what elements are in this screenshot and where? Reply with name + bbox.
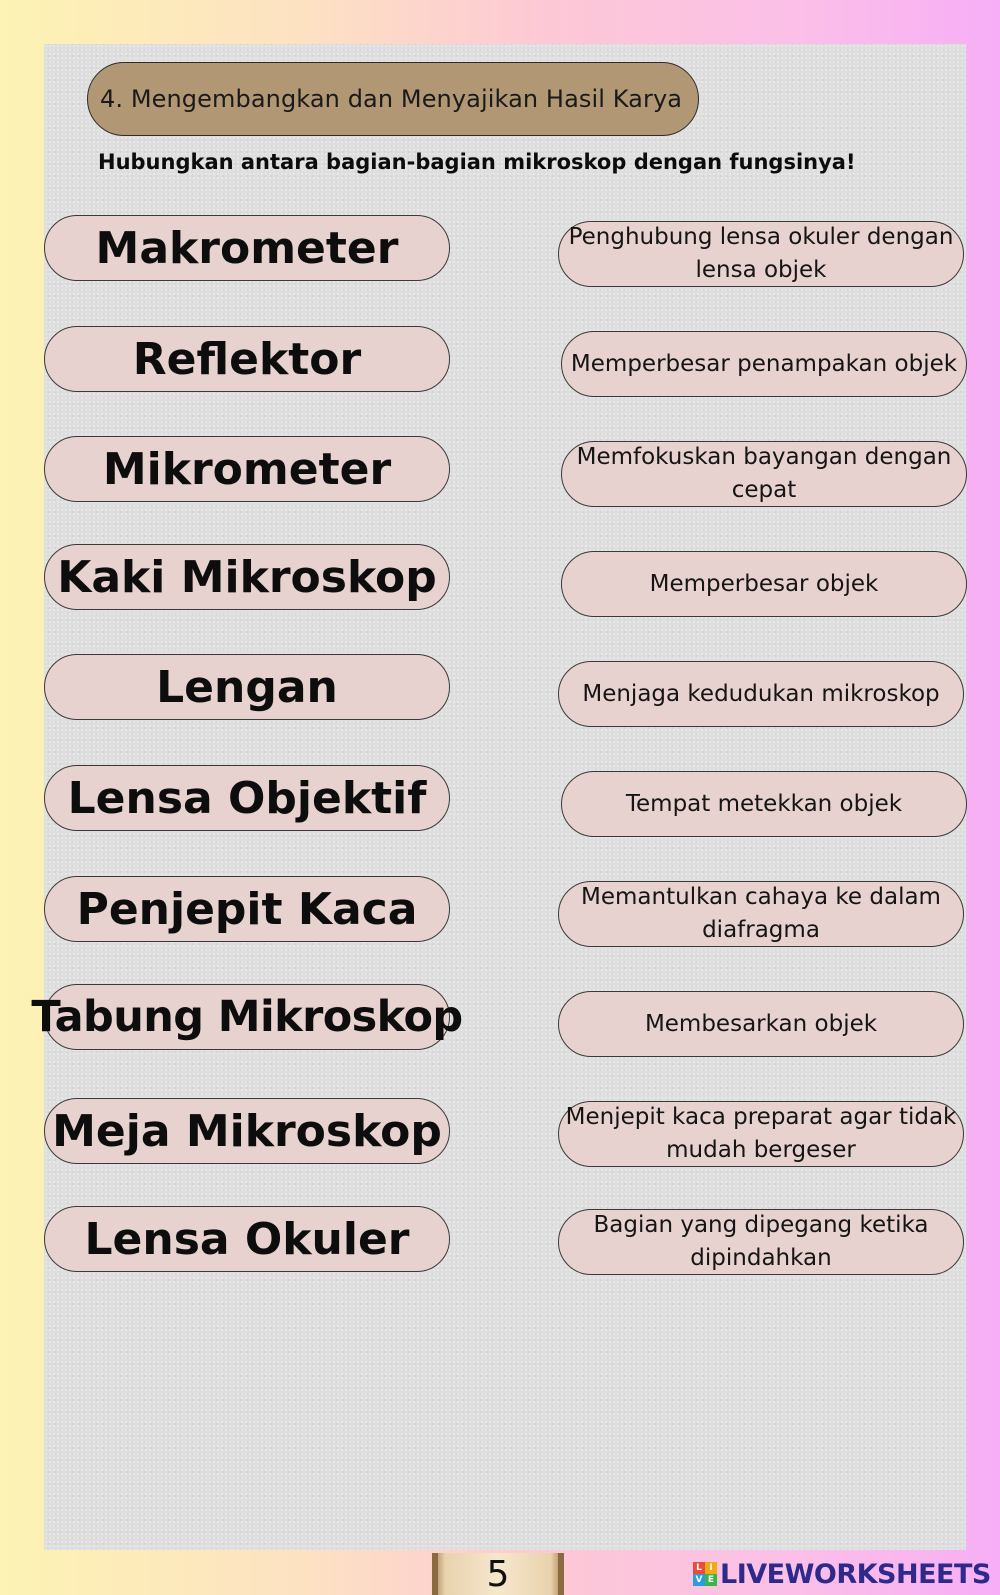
instruction-text: Hubungkan antara bagian-bagian mikroskop dengan fungsinya! (98, 150, 856, 174)
term-lensa-okuler[interactable]: Lensa Okuler (44, 1206, 450, 1272)
section-title-text: 4. Mengembangkan dan Menyajikan Hasil Karya (100, 85, 683, 113)
term-lensa-objektif[interactable]: Lensa Objektif (44, 765, 450, 831)
function-bagian-dipegang[interactable]: Bagian yang dipegang ketika dipindahkan (558, 1209, 964, 1275)
liveworksheets-logo[interactable] (693, 1556, 991, 1592)
function-menjaga-kedudukan[interactable]: Menjaga kedudukan mikroskop (558, 661, 964, 727)
term-lengan[interactable]: Lengan (44, 654, 450, 720)
liveworksheets-brand-text: LIVEWORKSHEETS (720, 1558, 991, 1590)
page-number (432, 1553, 564, 1595)
function-memantulkan-cahaya[interactable]: Memantulkan cahaya ke dalam diafragma (558, 881, 964, 947)
function-memfokuskan-bayangan[interactable]: Memfokuskan bayangan dengan cepat (561, 441, 967, 507)
term-tabung-mikroskop[interactable]: Tabung Mikroskop (44, 984, 450, 1050)
term-reflektor[interactable]: Reflektor (44, 326, 450, 392)
function-penghubung-lensa[interactable]: Penghubung lensa okuler dengan lensa objek (558, 221, 964, 287)
function-menjepit-kaca[interactable]: Menjepit kaca preparat agar tidak mudah bergeser (558, 1101, 964, 1167)
term-makrometer[interactable]: Makrometer (44, 215, 450, 281)
page-number-text: 5 (486, 1553, 510, 1595)
brand-icon-letter: V (693, 1574, 705, 1586)
brand-icon-letter: E (705, 1574, 717, 1586)
brand-icon-letter: I (705, 1562, 717, 1574)
function-tempat-metekkan[interactable]: Tempat metekkan objek (561, 771, 967, 837)
term-kaki-mikroskop[interactable]: Kaki Mikroskop (44, 544, 450, 610)
term-penjepit-kaca[interactable]: Penjepit Kaca (44, 876, 450, 942)
term-mikrometer[interactable]: Mikrometer (44, 436, 450, 502)
section-title (87, 62, 699, 136)
function-memperbesar-objek[interactable]: Memperbesar objek (561, 551, 967, 617)
function-membesarkan-objek[interactable]: Membesarkan objek (558, 991, 964, 1057)
term-meja-mikroskop[interactable]: Meja Mikroskop (44, 1098, 450, 1164)
liveworksheets-icon (693, 1562, 717, 1586)
brand-icon-letter: L (693, 1562, 705, 1574)
function-memperbesar-penampakan[interactable]: Memperbesar penampakan objek (561, 331, 967, 397)
